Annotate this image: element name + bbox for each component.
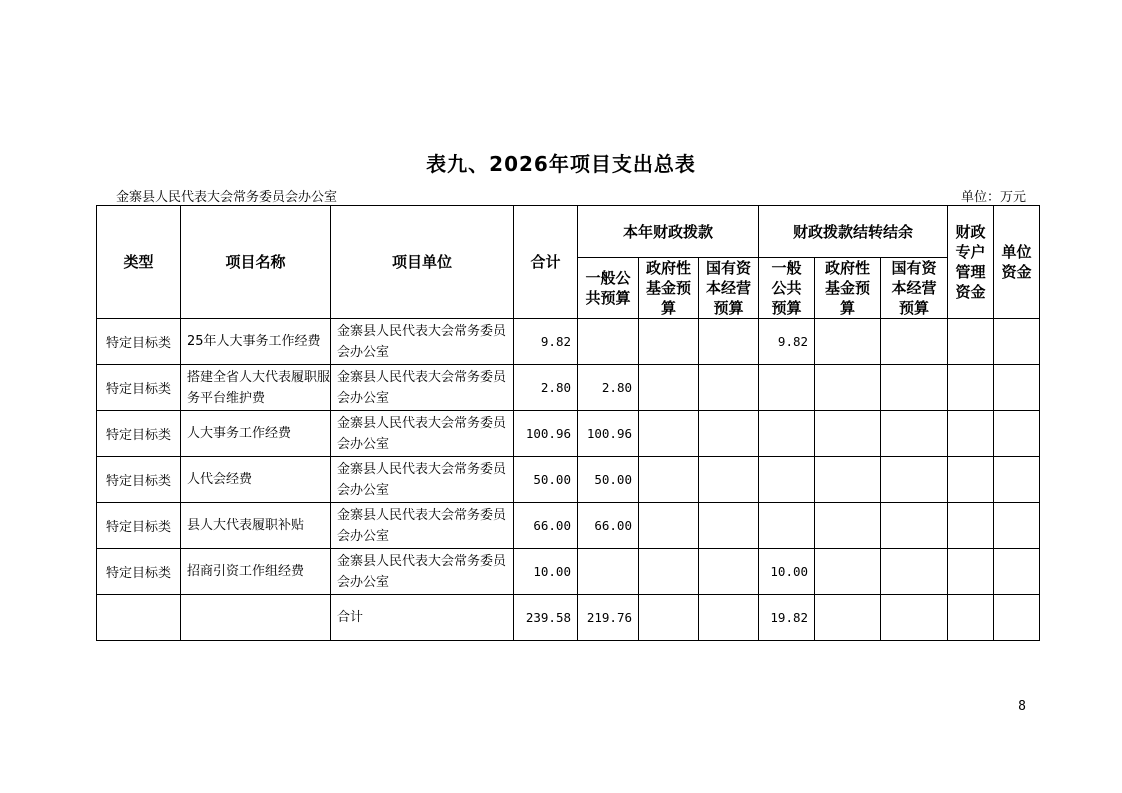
summary-current-general: 219.76 (578, 595, 639, 641)
cell-carry-general: 10.00 (759, 549, 815, 595)
cell-type: 特定目标类 (97, 365, 181, 411)
cell-empty (699, 411, 759, 457)
cell-empty (948, 595, 994, 641)
cell-empty (881, 365, 948, 411)
cell-carry-general (759, 503, 815, 549)
cell-empty (994, 319, 1040, 365)
table-row (97, 411, 1040, 457)
header-carry-general: 一般公共预算 (759, 258, 815, 319)
cell-total: 2.80 (514, 365, 578, 411)
cell-empty (639, 319, 699, 365)
cell-type: 特定目标类 (97, 549, 181, 595)
cell-empty (699, 319, 759, 365)
header-carryover: 财政拨款结转结余 (759, 206, 948, 258)
cell-empty (815, 365, 881, 411)
header-current-allocation: 本年财政拨款 (578, 206, 759, 258)
cell-empty (815, 595, 881, 641)
cell-empty (181, 595, 331, 641)
cell-current-general (578, 319, 639, 365)
cell-carry-general (759, 365, 815, 411)
cell-empty (948, 411, 994, 457)
cell-empty (815, 411, 881, 457)
cell-type: 特定目标类 (97, 411, 181, 457)
summary-total: 239.58 (514, 595, 578, 641)
cell-total: 50.00 (514, 457, 578, 503)
cell-current-general: 2.80 (578, 365, 639, 411)
cell-project-unit: 金寨县人民代表大会常务委员会办公室 (331, 411, 514, 457)
cell-empty (699, 595, 759, 641)
organization-name: 金寨县人民代表大会常务委员会办公室 (116, 190, 338, 205)
cell-current-general: 66.00 (578, 503, 639, 549)
cell-empty (699, 549, 759, 595)
table-row (97, 365, 1040, 411)
cell-total: 9.82 (514, 319, 578, 365)
cell-empty (948, 365, 994, 411)
cell-empty (948, 503, 994, 549)
header-special-account: 财政专户管理资金 (948, 206, 994, 319)
header-current-fund: 政府性基金预算 (639, 258, 699, 319)
cell-empty (815, 503, 881, 549)
cell-empty (815, 319, 881, 365)
cell-project-name: 县人大代表履职补贴 (181, 503, 331, 549)
cell-empty (994, 365, 1040, 411)
cell-empty (881, 457, 948, 503)
cell-project-unit: 金寨县人民代表大会常务委员会办公室 (331, 549, 514, 595)
cell-project-unit: 金寨县人民代表大会常务委员会办公室 (331, 319, 514, 365)
cell-project-name: 人大事务工作经费 (181, 411, 331, 457)
cell-empty (994, 411, 1040, 457)
cell-project-name: 搭建全省人大代表履职服务平台维护费 (181, 365, 331, 411)
header-project-unit: 项目单位 (331, 206, 514, 319)
cell-current-general: 100.96 (578, 411, 639, 457)
table-row (97, 319, 1040, 365)
cell-project-name: 人代会经费 (181, 457, 331, 503)
summary-carry-general: 19.82 (759, 595, 815, 641)
cell-empty (815, 549, 881, 595)
header-own-funds: 单位资金 (994, 206, 1040, 319)
page-number: 8 (1018, 699, 1026, 714)
summary-label: 合计 (331, 595, 514, 641)
header-total: 合计 (514, 206, 578, 319)
cell-empty (948, 319, 994, 365)
cell-empty (994, 595, 1040, 641)
cell-empty (994, 549, 1040, 595)
cell-empty (881, 595, 948, 641)
cell-type: 特定目标类 (97, 457, 181, 503)
cell-empty (639, 503, 699, 549)
cell-empty (639, 549, 699, 595)
header-carry-state: 国有资本经营预算 (881, 258, 948, 319)
cell-empty (994, 503, 1040, 549)
expenditure-table (96, 205, 1040, 641)
cell-empty (699, 457, 759, 503)
cell-carry-general: 9.82 (759, 319, 815, 365)
header-project-name: 项目名称 (181, 206, 331, 319)
header-current-state: 国有资本经营预算 (699, 258, 759, 319)
cell-current-general (578, 549, 639, 595)
cell-project-name: 25年人大事务工作经费 (181, 319, 331, 365)
unit-label: 单位：万元 (960, 190, 1026, 205)
cell-total: 10.00 (514, 549, 578, 595)
cell-carry-general (759, 411, 815, 457)
cell-empty (994, 457, 1040, 503)
cell-empty (97, 595, 181, 641)
cell-empty (815, 457, 881, 503)
cell-empty (639, 595, 699, 641)
header-type: 类型 (97, 206, 181, 319)
table-row (97, 457, 1040, 503)
cell-empty (639, 411, 699, 457)
cell-project-unit: 金寨县人民代表大会常务委员会办公室 (331, 503, 514, 549)
cell-carry-general (759, 457, 815, 503)
cell-empty (639, 365, 699, 411)
cell-empty (699, 503, 759, 549)
cell-current-general: 50.00 (578, 457, 639, 503)
table-row (97, 503, 1040, 549)
cell-project-unit: 金寨县人民代表大会常务委员会办公室 (331, 457, 514, 503)
header-current-general: 一般公共预算 (578, 258, 639, 319)
cell-total: 66.00 (514, 503, 578, 549)
cell-empty (881, 319, 948, 365)
cell-type: 特定目标类 (97, 319, 181, 365)
cell-empty (948, 457, 994, 503)
cell-empty (881, 411, 948, 457)
cell-type: 特定目标类 (97, 503, 181, 549)
table-row (97, 549, 1040, 595)
cell-project-unit: 金寨县人民代表大会常务委员会办公室 (331, 365, 514, 411)
cell-empty (699, 365, 759, 411)
cell-total: 100.96 (514, 411, 578, 457)
cell-project-name: 招商引资工作组经费 (181, 549, 331, 595)
page-title: 表九、2026年项目支出总表 (426, 152, 696, 176)
cell-empty (881, 549, 948, 595)
cell-empty (639, 457, 699, 503)
summary-row (97, 595, 1040, 641)
cell-empty (881, 503, 948, 549)
header-carry-fund: 政府性基金预算 (815, 258, 881, 319)
cell-empty (948, 549, 994, 595)
